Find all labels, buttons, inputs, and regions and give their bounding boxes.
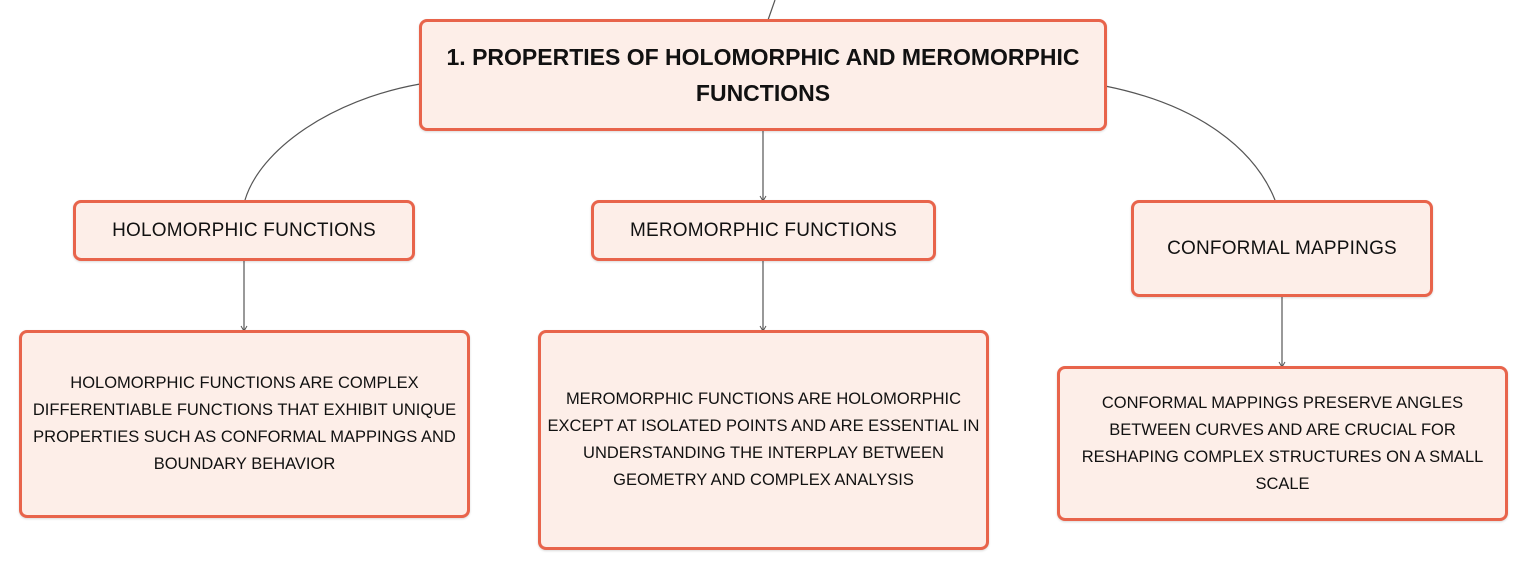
connector-root-to-holomorphic [245, 84, 420, 200]
detail-text-conformal: CONFORMAL MAPPINGS PRESERVE ANGLES BETWEEN CURVES AND ARE CRUCIAL FOR RESHAPING COMPLEX STRUCTURES ON A SMALL SCALE [1081, 393, 1484, 493]
connector-root-to-conformal [1105, 86, 1275, 200]
detail-node-conformal[interactable] [1057, 366, 1508, 521]
detail-node-meromorphic[interactable] [538, 330, 989, 550]
branch-label-conformal: CONFORMAL MAPPINGS [1167, 237, 1397, 259]
detail-node-holomorphic[interactable] [19, 330, 470, 518]
branch-node-holomorphic[interactable] [73, 200, 415, 261]
branch-label-holomorphic: HOLOMORPHIC FUNCTIONS [112, 219, 376, 241]
detail-text-holomorphic: HOLOMORPHIC FUNCTIONS ARE COMPLEX DIFFERENTIABLE FUNCTIONS THAT EXHIBIT UNIQUE PROPERTIES SUCH AS CONFORMAL MAPPINGS AND BOUNDARY BEHAVIOR [32, 374, 457, 473]
branch-node-conformal[interactable] [1131, 200, 1433, 297]
branch-label-meromorphic: MEROMORPHIC FUNCTIONS [629, 219, 898, 241]
connector-parent-to-root [768, 0, 775, 20]
branch-node-meromorphic[interactable] [591, 200, 936, 261]
root-topic-title: 1. PROPERTIES OF HOLOMORPHIC AND MEROMORPHIC FUNCTIONS [446, 44, 1080, 106]
root-topic-node[interactable] [419, 19, 1107, 131]
detail-text-meromorphic: MEROMORPHIC FUNCTIONS ARE HOLOMORPHIC EXCEPT AT ISOLATED POINTS AND ARE ESSENTIAL IN UNDERSTANDING THE INTERPLAY BETWEEN GEOMETRY AND COMPLEX ANALYSIS [547, 390, 980, 489]
